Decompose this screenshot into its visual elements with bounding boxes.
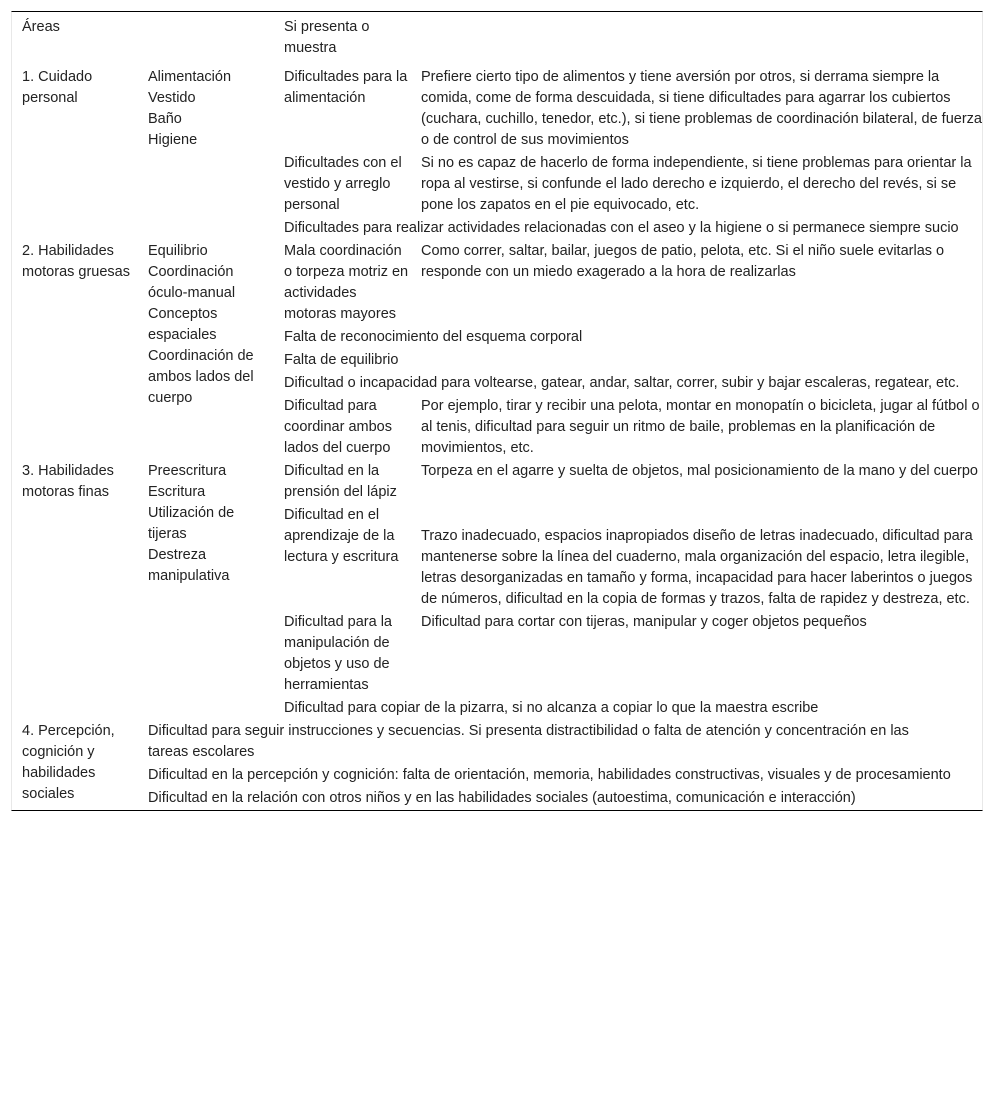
issue-full-cell: Falta de reconocimiento del esquema corporal bbox=[284, 329, 583, 345]
subarea: Higiene bbox=[148, 132, 198, 148]
detail-cell: Trazo inadecuado, espacios inapropiados diseño de letras inadecuado, dificultad para mantenerse sobre la línea del cuaderno, mala organización del espacio, letra ilegible, letras desorganizadas en tamaño y forma, incapacidad para hacer laberintos o juegos de números, dificultad en la copia de formas y trazos, falta de rapidez y destreza, etc. bbox=[421, 528, 973, 607]
issue-cell: Dificultad en la prensión del lápiz bbox=[284, 463, 397, 500]
table-row bbox=[12, 787, 982, 810]
subarea: Coordinación de ambos lados del cuerpo bbox=[148, 348, 254, 406]
detail-cell: Dificultad para cortar con tijeras, manipular y coger objetos pequeños bbox=[421, 614, 867, 630]
issue-full-cell: Dificultades para realizar actividades relacionadas con el aseo y la higiene o si permanece siempre sucio bbox=[284, 220, 959, 236]
issue-cell: Dificultad para la manipulación de objetos y uso de herramientas bbox=[284, 614, 392, 693]
subarea: Utilización de tijeras bbox=[148, 505, 235, 542]
subarea: Alimentación bbox=[148, 69, 232, 85]
header-subareas bbox=[138, 12, 274, 63]
issue-wide-cell: Dificultad para seguir instrucciones y secuencias. Si presenta distractibilidad o falta de atención y concentración en las tareas escolares bbox=[148, 723, 909, 760]
subareas-cell bbox=[138, 460, 274, 720]
areas-table-container bbox=[11, 11, 983, 811]
table-row bbox=[12, 240, 982, 326]
table-header-row bbox=[12, 12, 982, 63]
detail-cell: Torpeza en el agarre y suelta de objetos, mal posicionamiento de la mano y del cuerpo bbox=[421, 463, 978, 479]
detail-cell: Como correr, saltar, bailar, juegos de patio, pelota, etc. Si el niño suele evitarlas o responde con un miedo exagerado a la hora de realizarlas bbox=[421, 243, 945, 280]
issue-wide-cell: Dificultad en la relación con otros niños y en las habilidades sociales (autoestima, comunicación e interacción) bbox=[148, 790, 856, 806]
detail-cell: Si no es capaz de hacerlo de forma independiente, si tiene problemas para orientar la ropa al vestirse, si confunde el lado derecho e izquierdo, el derecho del revés, si se pone los zapatos en el pie equivocado, etc. bbox=[421, 155, 972, 213]
subarea: Equilibrio bbox=[148, 243, 208, 259]
subareas-cell bbox=[138, 63, 274, 240]
table-row bbox=[12, 764, 982, 787]
detail-cell: Por ejemplo, tirar y recibir una pelota, montar en monopatín o bicicleta, jugar al fútbol o al tenis, dificultad para seguir un ritmo de baile, problemas en la planificación de movimientos, etc. bbox=[421, 398, 980, 456]
subareas-cell bbox=[138, 240, 274, 460]
header-areas: Áreas bbox=[22, 19, 60, 35]
issue-cell: Dificultades con el vestido y arreglo personal bbox=[284, 155, 402, 213]
subarea: Escritura bbox=[148, 484, 206, 500]
subarea: Baño bbox=[148, 111, 182, 127]
table-row bbox=[12, 460, 982, 504]
issue-full-cell: Dificultad para copiar de la pizarra, si no alcanza a copiar lo que la maestra escribe bbox=[284, 700, 819, 716]
areas-table bbox=[12, 12, 982, 810]
issue-cell: Dificultades para la alimentación bbox=[284, 69, 408, 106]
detail-cell: Prefiere cierto tipo de alimentos y tiene aversión por otros, si derrama siempre la comida, come de forma descuidada, si tiene dificultades para agarrar los cubiertos (cuchara, cuchillo, tenedor, etc.), si tiene problemas de coordinación bilateral, de fuerza o de control de sus movimientos bbox=[421, 69, 982, 148]
area-cell: 4. Percepción, cognición y habilidades sociales bbox=[22, 723, 115, 802]
header-presenta: Si presenta o muestra bbox=[284, 19, 370, 56]
issue-cell: Dificultad para coordinar ambos lados del cuerpo bbox=[284, 398, 392, 456]
area-cell: 3. Habilidades motoras finas bbox=[22, 463, 114, 500]
subarea: Vestido bbox=[148, 90, 196, 106]
issue-cell: Dificultad en el aprendizaje de la lectura y escritura bbox=[284, 507, 399, 565]
subarea: Conceptos espaciales bbox=[148, 306, 218, 343]
table-row bbox=[12, 720, 982, 764]
header-detail bbox=[411, 12, 982, 63]
issue-full-cell: Dificultad o incapacidad para voltearse, gatear, andar, saltar, correr, subir y bajar escaleras, regatear, etc. bbox=[284, 375, 960, 391]
area-cell: 1. Cuidado personal bbox=[22, 69, 93, 106]
issue-cell: Mala coordinación o torpeza motriz en actividades motoras mayores bbox=[284, 243, 409, 322]
issue-full-cell: Falta de equilibrio bbox=[284, 352, 399, 368]
subarea: Preescritura bbox=[148, 463, 227, 479]
table-row bbox=[12, 63, 982, 152]
subarea: Destreza manipulativa bbox=[148, 547, 230, 584]
issue-wide-cell: Dificultad en la percepción y cognición: falta de orientación, memoria, habilidades constructivas, visuales y de procesamiento bbox=[148, 767, 951, 783]
subarea: Coordinación óculo-manual bbox=[148, 264, 236, 301]
area-cell: 2. Habilidades motoras gruesas bbox=[22, 243, 130, 280]
